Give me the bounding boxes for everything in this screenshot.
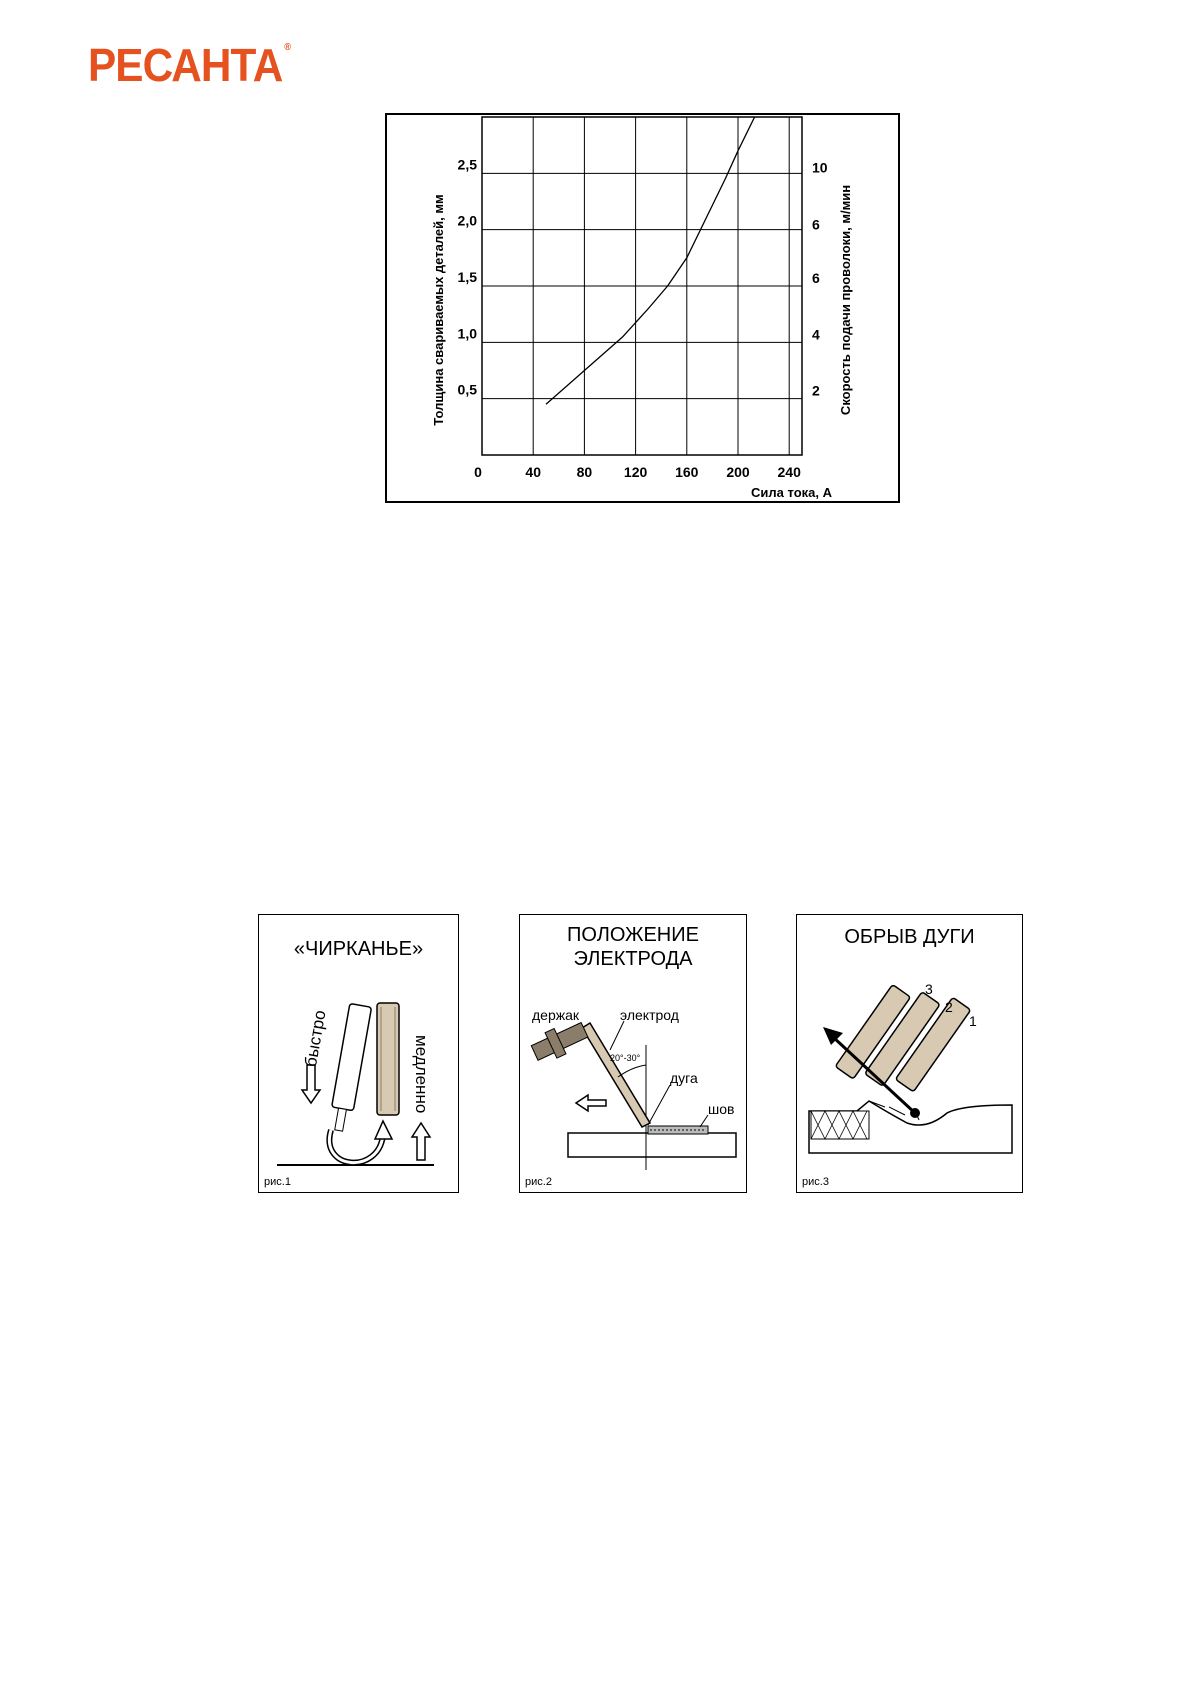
y2-tick-label: 10 (812, 159, 828, 176)
x-tick-label: 0 (474, 464, 482, 480)
label-electrode: электрод (620, 1007, 679, 1023)
y2-tick-label: 2 (812, 382, 820, 399)
x-tick-label: 40 (525, 464, 541, 480)
x-tick-label: 160 (675, 464, 699, 480)
figure-striking (258, 914, 459, 1193)
label-holder: держак (532, 1007, 580, 1023)
label-seam: шов (708, 1101, 735, 1117)
figure-caption: рис.3 (802, 1176, 829, 1188)
figure-title-line2: ЭЛЕКТРОДА (573, 948, 693, 970)
figure-title-line1: ПОЛОЖЕНИЕ (567, 924, 699, 946)
arc-break-illustration (797, 915, 1024, 1194)
figure-electrode-position (519, 914, 747, 1193)
figure-caption: рис.2 (525, 1176, 552, 1188)
y-tick-label: 2,0 (457, 212, 477, 229)
y2-axis-label: Скорость подачи проволоки, м/мин (838, 184, 853, 416)
label-arc: дуга (670, 1070, 698, 1086)
brand-logo (88, 38, 292, 91)
y-tick-label: 0,5 (457, 381, 477, 398)
label-angle: 20°-30° (610, 1053, 641, 1063)
y2-tick-label: 4 (812, 326, 820, 343)
x-tick-label: 80 (576, 464, 593, 480)
label-num-3: 3 (925, 981, 933, 997)
series-line (546, 117, 755, 404)
y-axis-label: Толщина свариваемых деталей, мм (431, 194, 446, 426)
x-tick-label: 120 (623, 464, 648, 480)
label-num-1: 1 (969, 1013, 977, 1029)
y-tick-label: 1,0 (457, 325, 477, 342)
y-tick-label: 1,5 (457, 269, 477, 285)
current-thickness-chart (385, 113, 900, 503)
figure-title: «ЧИРКАНЬЕ» (293, 938, 424, 960)
registered-mark: ® (284, 42, 292, 53)
x-tick-label: 240 (777, 464, 801, 480)
x-tick-label: 200 (726, 464, 750, 480)
figure-arc-break (796, 914, 1023, 1193)
y2-tick-label: 6 (812, 216, 820, 233)
label-num-2: 2 (945, 999, 953, 1015)
y-tick-label: 2,5 (457, 156, 477, 173)
figure-caption: рис.1 (264, 1176, 291, 1188)
label-slow: медленно (412, 1035, 431, 1114)
x-axis-label: Сила тока, А (751, 485, 832, 500)
chart-svg (387, 115, 902, 505)
figure-title: ОБРЫВ ДУГИ (844, 926, 975, 948)
logo-text: РЕСАНТА (88, 39, 283, 91)
label-fast: быстро (301, 1008, 330, 1069)
y2-tick-label: 6 (812, 270, 820, 286)
